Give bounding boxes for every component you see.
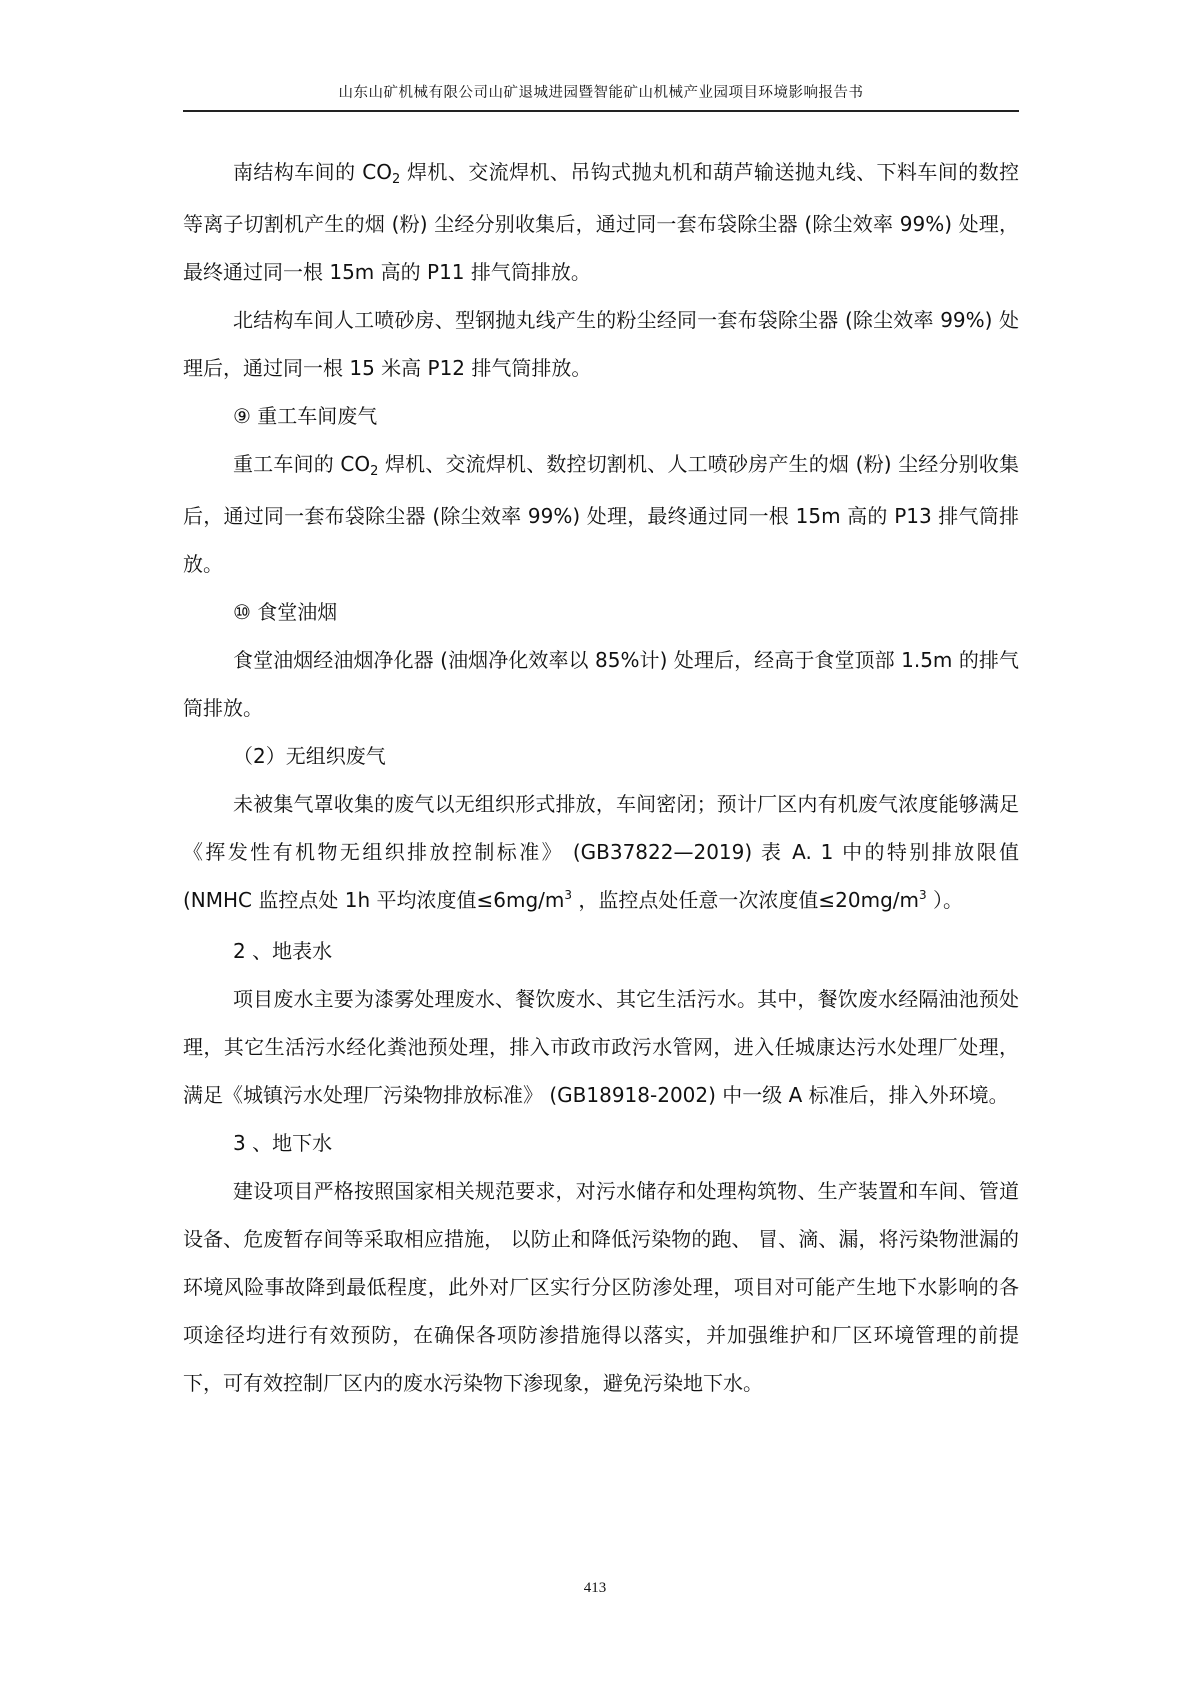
paragraph-north-structure: 北结构车间人工喷砂房、型钢抛丸线产生的粉尘经同一套布袋除尘器 (除尘效率 99%) 处理后，通过同一根 15 米高 P12 排气筒排放。	[183, 308, 1019, 380]
heading-unorganized-emissions: （2）无组织废气	[233, 744, 386, 768]
heading-heavy-workshop: ⑨ 重工车间废气	[233, 404, 378, 428]
paragraph-south-structure: 南结构车间的 $CO_2$ 焊机、交流焊机、吊钩式抛丸机和葫芦输送抛丸线、下料车间的数控等离子切割机产生的烟 (粉) 尘经分别收集后，通过同一套布袋除尘器 (除尘效率 99%) 处理，最终通过同一根 15m 高的 P11 排气筒排放。	[183, 160, 1019, 284]
paragraph-unorganized-emissions: 未被集气罩收集的废气以无组织形式排放，车间密闭；预计厂区内有机废气浓度能够满足《挥发性有机物无组织排放控制标准》 (GB37822—2019) 表 A. 1 中的特别排放限值 (NMHC 监控点处 1h 平均浓度值$\le 6mg/m^3$ ，监控点处任意一次浓度值$\le 20mg/m^3$ ）。	[183, 792, 1019, 912]
document-body	[183, 148, 1019, 1407]
document-header: 山东山矿机械有限公司山矿退城进园暨智能矿山机械产业园项目环境影响报告书	[338, 85, 864, 101]
paragraph-surface-water: 项目废水主要为漆雾处理废水、餐饮废水、其它生活污水。其中，餐饮废水经隔油池预处理，其它生活污水经化粪池预处理，排入市政市政污水管网，进入任城康达污水处理厂处理，满足《城镇污水处理厂污染物排放标准》 (GB18918-2002) 中一级 A 标准后，排入外环境。	[183, 987, 1019, 1107]
header-divider	[183, 110, 1019, 112]
heading-groundwater: 3 、地下水	[233, 1131, 333, 1155]
paragraph-heavy-workshop: 重工车间的 $CO_2$ 焊机、交流焊机、数控切割机、人工喷砂房产生的烟 (粉) 尘经分别收集后，通过同一套布袋除尘器 (除尘效率 99%) 处理，最终通过同一根 15m 高的 P13 排气筒排放。	[183, 452, 1019, 576]
heading-surface-water: 2 、地表水	[233, 939, 333, 963]
heading-canteen-fumes: ⑩ 食堂油烟	[233, 600, 338, 624]
paragraph-groundwater: 建设项目严格按照国家相关规范要求，对污水储存和处理构筑物、生产装置和车间、管道设备、危废暂存间等采取相应措施， 以防止和降低污染物的跑、 冒、滴、漏，将污染物泄漏的环境风险事故降到最低程度，此外对厂区实行分区防渗处理，项目对可能产生地下水影响的各项途径均进行有效预防，在确保各项防渗措施得以落实，并加强维护和厂区环境管理的前提下，可有效控制厂区内的废水污染物下渗现象，避免污染地下水。	[183, 1179, 1019, 1395]
paragraph-canteen-fumes: 食堂油烟经油烟净化器 (油烟净化效率以 85%计) 处理后，经高于食堂顶部 1.5m 的排气筒排放。	[183, 648, 1019, 720]
page-number: 413	[583, 1580, 607, 1596]
